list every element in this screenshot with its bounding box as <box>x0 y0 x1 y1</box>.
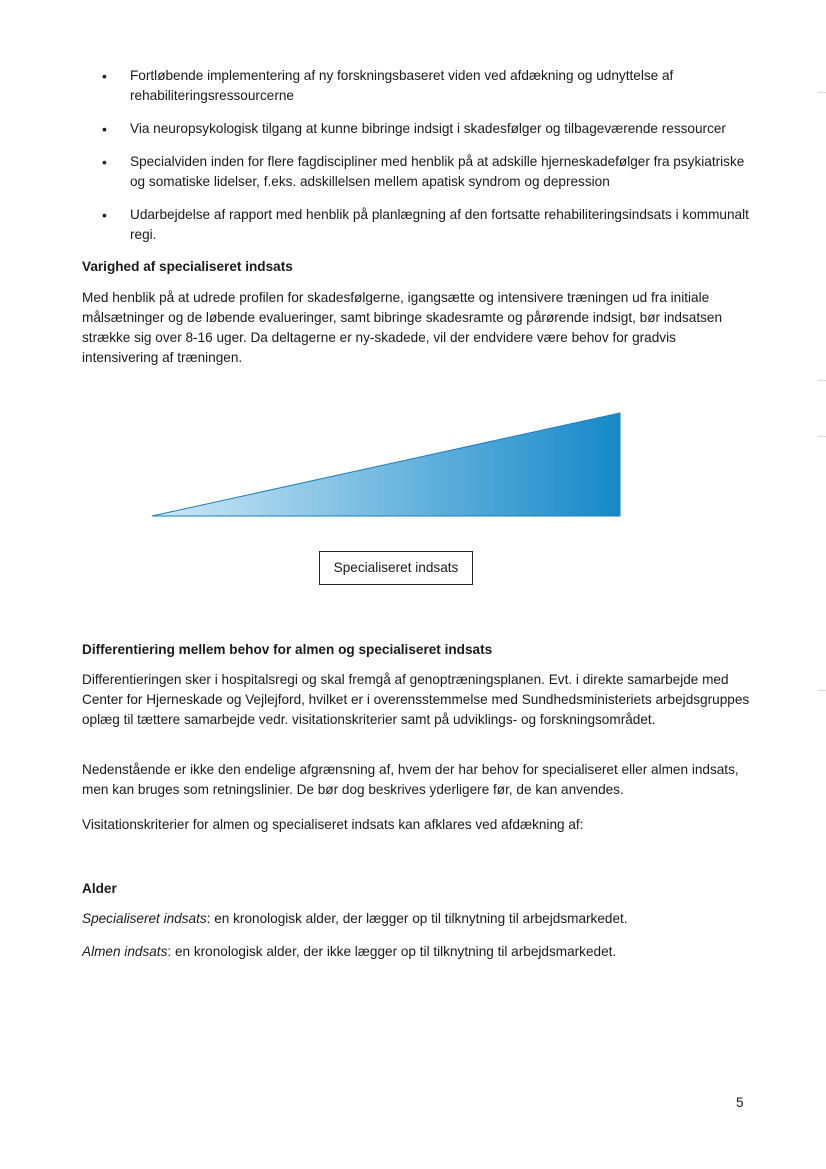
text-almen: : en kronologisk alder, der ikke lægger op til tilknytning til arbejdsmarkedet. <box>167 944 617 959</box>
label-almen: Almen indsats <box>82 944 168 959</box>
bullet-item <box>82 66 762 106</box>
bullet-item <box>82 152 762 192</box>
bullet-text: Udarbejdelse af rapport med henblik på planlægning af den fortsatte rehabiliteringsindsats i kommunalt regi. <box>130 207 749 242</box>
bullet-symbol: • <box>102 154 107 170</box>
bullet-list <box>82 66 762 258</box>
intensity-wedge <box>152 413 620 516</box>
edge-mark <box>818 436 826 437</box>
section-heading-differentiering: Differentiering mellem behov for almen og specialiseret indsats <box>82 642 493 657</box>
edge-mark <box>818 92 826 93</box>
bullet-item <box>82 205 762 245</box>
bullet-text: Fortløbende implementering af ny forskningsbaseret viden ved afdækning og udnyttelse af rehabiliteringsressourcerne <box>130 68 674 103</box>
bullet-item <box>82 119 762 139</box>
label-specialiseret: Specialiseret indsats <box>82 911 207 926</box>
paragraph-varighed: Med henblik på at udrede profilen for skadesfølgerne, igangsætte og intensivere træningen ud fra initiale målsætninger og de løbende evalueringer, samt bibringe skadesramte og pårørende indsigt, bør indsatsen strække sig over 8-16 uger. Da deltagerne er ny-skadede, vil der endvidere være behov for gradvis intensivering af træningen. <box>82 290 723 365</box>
figure-label-box: Specialiseret indsats <box>319 551 473 585</box>
bullet-text: Specialviden inden for flere fagdiscipliner med henblik på at adskille hjerneskadefølger fra psykiatriske og somatiske lidelser, f.eks. adskillelsen mellem apatisk syndrom og depression <box>130 154 745 189</box>
paragraph-alder-specialiseret <box>82 909 752 929</box>
bullet-symbol: • <box>102 207 107 223</box>
section-heading-alder: Alder <box>82 881 117 896</box>
section-heading-varighed: Varighed af specialiseret indsats <box>82 259 293 274</box>
paragraph-differentiering-1: Differentieringen sker i hospitalsregi og skal fremgå af genoptræningsplanen. Evt. i direkte samarbejde med Center for Hjerneskade og Vejlejford, hvilket er i overensstemmelse med Sundhedsministeriets arbejdsgruppes oplæg til tættere samarbejde vedr. visitationskriterier samt på udviklings- og forskningsområdet. <box>82 672 750 727</box>
edge-mark <box>818 690 826 691</box>
intensity-wedge-figure <box>150 410 622 520</box>
bullet-symbol: • <box>102 68 107 84</box>
paragraph-differentiering-2: Nedenstående er ikke den endelige afgrænsning af, hvem der har behov for specialiseret eller almen indsats, men kan bruges som retningslinier. De bør dog beskrives yderligere før, de kan anvendes. <box>82 762 739 797</box>
paragraph-differentiering-3: Visitationskriterier for almen og specialiseret indsats kan afklares ved afdækning af: <box>82 817 584 832</box>
text-specialiseret: : en kronologisk alder, der lægger op til tilknytning til arbejdsmarkedet. <box>206 911 628 926</box>
page-number: 5 <box>736 1095 744 1110</box>
paragraph-alder-almen <box>82 942 752 962</box>
bullet-symbol: • <box>102 121 107 137</box>
edge-mark <box>818 380 826 381</box>
bullet-text: Via neuropsykologisk tilgang at kunne bibringe indsigt i skadesfølger og tilbageværende ressourcer <box>130 121 726 136</box>
